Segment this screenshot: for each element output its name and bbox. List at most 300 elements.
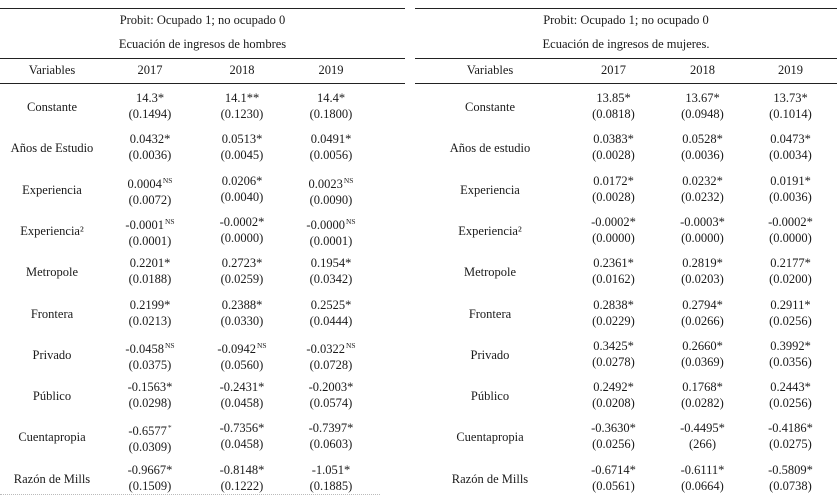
- coefficient-value: [655, 379, 750, 395]
- coefficient-number: 0.2723*: [221, 256, 263, 271]
- coefficient-number: 0.0432*: [129, 132, 171, 147]
- coefficient-number: -0.0002*: [591, 214, 636, 229]
- table-row: [415, 251, 837, 293]
- coefficient-value: [655, 173, 750, 189]
- coefficient-value: [105, 173, 195, 192]
- table-rule-subheader: [415, 83, 837, 84]
- coefficient-value: [196, 214, 288, 230]
- row-variable-label: Metropole: [25, 265, 79, 280]
- coefficient-cell: [744, 420, 837, 452]
- coefficient-number: -0.6577: [128, 424, 167, 439]
- coefficient-value: [655, 297, 750, 313]
- coefficient-cell: [655, 90, 750, 122]
- significance-mark: NS: [343, 175, 354, 185]
- coefficient-cell: [566, 255, 661, 287]
- coefficient-number: -0.2003*: [308, 380, 354, 395]
- table-caption-equation: Ecuación de ingresos de mujeres.: [542, 37, 710, 51]
- coefficient-value: [285, 297, 377, 313]
- coefficient-cell: [655, 379, 750, 411]
- coefficient-value: [744, 173, 837, 189]
- standard-error: (0.0036): [769, 189, 812, 204]
- coefficient-cell: [744, 90, 837, 122]
- standard-error: (0.0458): [220, 396, 264, 411]
- coefficient-number: -0.5809*: [768, 462, 813, 477]
- coefficient-value: [566, 297, 661, 313]
- coefficient-number: -1.051*: [311, 462, 351, 477]
- coefficient-value: [744, 255, 837, 271]
- coefficient-value: [566, 462, 661, 478]
- standard-error: (0.1509): [128, 478, 172, 493]
- table-caption-probit: Probit: Ocupado 1; no ocupado 0: [543, 13, 709, 27]
- standard-error: (0.0001): [128, 233, 172, 248]
- coefficient-cell: [105, 255, 195, 287]
- table-row: [415, 334, 837, 376]
- standard-error: (0.0229): [592, 313, 635, 328]
- standard-error: (0.0309): [128, 440, 172, 455]
- row-variable-label: Cuentapropia: [18, 430, 86, 445]
- standard-error: (0.0040): [220, 189, 264, 204]
- table-row: [415, 86, 837, 128]
- coefficient-cell: [566, 379, 661, 411]
- coefficient-cell: [196, 462, 288, 494]
- standard-error: (0.0561): [592, 478, 635, 493]
- table-row: [0, 210, 405, 252]
- coefficient-value: [196, 255, 288, 271]
- coefficient-number: 13.85*: [596, 91, 631, 105]
- coefficient-number: 0.2525*: [310, 297, 352, 312]
- coefficient-cell: [196, 379, 288, 411]
- coefficient-value: [105, 462, 195, 478]
- coefficient-number: 14.3*: [135, 91, 165, 105]
- coefficient-number: 0.2911*: [770, 297, 811, 312]
- women-income-table: [415, 0, 837, 502]
- coefficient-value: [744, 379, 837, 395]
- coefficient-value: [285, 131, 377, 147]
- standard-error: (0.0298): [128, 396, 172, 411]
- coefficient-cell: [744, 173, 837, 205]
- standard-error: (0.0356): [769, 354, 812, 369]
- significance-mark: NS: [164, 216, 175, 226]
- standard-error: (0.0256): [769, 396, 812, 411]
- standard-error: (0.1014): [769, 107, 812, 121]
- coefficient-value: [196, 462, 288, 478]
- standard-error: (0.0090): [309, 192, 353, 207]
- coefficient-number: 0.3425*: [593, 338, 634, 353]
- standard-error: (0.0369): [681, 354, 724, 369]
- coefficient-cell: [566, 131, 661, 163]
- coefficient-value: [285, 338, 377, 357]
- coefficient-cell: [744, 131, 837, 163]
- row-variable-label: Frontera: [468, 306, 512, 321]
- coefficient-cell: [655, 214, 750, 246]
- coefficient-value: [196, 90, 288, 106]
- coefficient-number: -0.1563*: [127, 380, 173, 395]
- coefficient-number: 0.2443*: [770, 380, 811, 395]
- standard-error: (0.0278): [592, 354, 635, 369]
- row-variable-label: Razón de Mills: [451, 471, 529, 486]
- coefficient-cell: [566, 420, 661, 452]
- coefficient-value: [655, 338, 750, 354]
- standard-error: (0.0208): [592, 396, 635, 411]
- coefficient-number: 0.0004: [127, 176, 162, 191]
- coefficient-value: [196, 297, 288, 313]
- header-2017: 2017: [601, 63, 626, 77]
- coefficient-number: 0.2361*: [593, 256, 634, 271]
- coefficient-number: 0.2199*: [129, 297, 171, 312]
- table-row: [0, 416, 405, 458]
- coefficient-cell: [655, 297, 750, 329]
- row-variable-label: Constante: [465, 100, 515, 114]
- coefficient-value: [566, 420, 661, 436]
- coefficient-cell: [105, 420, 195, 455]
- row-variable-label: Público: [470, 389, 510, 404]
- coefficient-number: -0.0001: [125, 217, 164, 232]
- table-rule-top: [0, 8, 405, 9]
- coefficient-value: [566, 214, 661, 230]
- standard-error: (0.0342): [309, 272, 353, 287]
- row-variable-label: Cuentapropia: [456, 430, 524, 445]
- coefficient-value: [105, 379, 195, 395]
- standard-error: (0.0036): [681, 148, 724, 163]
- coefficient-value: [285, 420, 377, 436]
- standard-error: (0.1222): [220, 478, 264, 493]
- coefficient-number: 0.0383*: [593, 132, 634, 147]
- coefficient-number: 13.67*: [685, 91, 720, 105]
- coefficient-number: 0.2660*: [682, 338, 723, 353]
- table-row: [415, 127, 837, 169]
- coefficient-value: [105, 297, 195, 313]
- coefficient-value: [566, 90, 661, 106]
- coefficient-number: -0.0002*: [768, 214, 813, 229]
- header-2018: 2018: [690, 63, 715, 77]
- table-row: [415, 458, 837, 500]
- coefficient-value: [655, 420, 750, 436]
- standard-error: (0.0000): [592, 230, 635, 245]
- coefficient-cell: [655, 338, 750, 370]
- coefficient-number: 0.0473*: [770, 132, 811, 147]
- coefficient-value: [744, 338, 837, 354]
- header-2019: 2019: [318, 63, 344, 77]
- table-rule-header: [0, 58, 405, 59]
- coefficient-value: [566, 379, 661, 395]
- standard-error: (266): [688, 437, 717, 452]
- standard-error: (0.1494): [128, 107, 172, 121]
- men-income-table: [0, 0, 405, 502]
- table-rule-header: [415, 58, 837, 59]
- coefficient-cell: [285, 173, 377, 208]
- coefficient-cell: [285, 420, 377, 452]
- standard-error: (0.0728): [309, 357, 353, 372]
- significance-mark: NS: [345, 216, 356, 226]
- coefficient-number: 0.0528*: [682, 132, 723, 147]
- coefficient-number: 0.0232*: [682, 173, 723, 188]
- coefficient-number: 0.2819*: [682, 256, 723, 271]
- coefficient-number: 13.73*: [773, 91, 808, 105]
- coefficient-cell: [105, 297, 195, 329]
- coefficient-value: [566, 131, 661, 147]
- table-row: [0, 251, 405, 293]
- coefficient-value: [285, 379, 377, 395]
- coefficient-number: 0.1768*: [682, 380, 723, 395]
- coefficient-number: 0.3992*: [770, 338, 811, 353]
- coefficient-cell: [196, 131, 288, 163]
- coefficient-cell: [285, 131, 377, 163]
- coefficient-value: [196, 379, 288, 395]
- standard-error: (0.0000): [220, 230, 264, 245]
- coefficient-cell: [105, 90, 195, 122]
- coefficient-cell: [655, 131, 750, 163]
- coefficient-number: 0.1954*: [310, 256, 352, 271]
- coefficient-number: -0.9667*: [127, 462, 173, 477]
- coefficient-cell: [566, 462, 661, 494]
- coefficient-number: -0.0322: [306, 341, 345, 356]
- coefficient-value: [744, 420, 837, 436]
- coefficient-cell: [655, 255, 750, 287]
- significance-mark: NS: [164, 340, 175, 350]
- coefficient-cell: [566, 338, 661, 370]
- row-variable-label: Constante: [27, 100, 77, 114]
- table-row: [415, 375, 837, 417]
- coefficient-cell: [285, 379, 377, 411]
- standard-error: (0.0444): [309, 313, 353, 328]
- row-variable-label: Privado: [470, 347, 510, 362]
- standard-error: (0.0330): [220, 313, 264, 328]
- coefficient-number: -0.7356*: [219, 421, 265, 436]
- coefficient-number: 14.4*: [316, 91, 346, 105]
- coefficient-value: [566, 338, 661, 354]
- coefficient-cell: [285, 462, 377, 494]
- standard-error: (0.0028): [592, 189, 635, 204]
- coefficient-cell: [196, 90, 288, 122]
- standard-error: (0.1800): [309, 107, 353, 121]
- standard-error: (0.1230): [220, 107, 264, 121]
- standard-error: (0.0256): [592, 437, 635, 452]
- row-variable-label: Años de estudio: [449, 141, 531, 156]
- coefficient-cell: [285, 214, 377, 249]
- row-variable-label: Experiencia: [460, 182, 520, 197]
- coefficient-number: 0.0023: [308, 176, 343, 191]
- table-row: [415, 210, 837, 252]
- coefficient-number: 0.2177*: [770, 256, 811, 271]
- row-variable-label: Público: [32, 389, 72, 404]
- standard-error: (0.0664): [681, 478, 724, 493]
- standard-error: (0.0266): [681, 313, 724, 328]
- coefficient-number: -0.0003*: [680, 214, 725, 229]
- coefficient-cell: [744, 214, 837, 246]
- standard-error: (0.0028): [592, 148, 635, 163]
- row-variable-label: Experiencia²: [20, 223, 84, 238]
- coefficient-value: [744, 214, 837, 230]
- table-row: [0, 334, 405, 376]
- coefficient-cell: [655, 462, 750, 494]
- standard-error: (0.0213): [128, 313, 172, 328]
- standard-error: (0.0574): [309, 396, 353, 411]
- coefficient-cell: [744, 379, 837, 411]
- standard-error: (0.0818): [592, 107, 635, 121]
- coefficient-number: -0.6111*: [680, 462, 725, 477]
- table-row: [0, 293, 405, 335]
- standard-error: (0.0000): [769, 230, 812, 245]
- standard-error: (0.0458): [220, 437, 264, 452]
- standard-error: (0.0203): [681, 272, 724, 287]
- coefficient-number: 0.2838*: [593, 297, 634, 312]
- coefficient-cell: [196, 297, 288, 329]
- significance-mark: *: [167, 423, 172, 433]
- coefficient-value: [655, 214, 750, 230]
- coefficient-value: [105, 420, 195, 439]
- coefficient-cell: [285, 90, 377, 122]
- coefficient-number: 0.0206*: [221, 173, 263, 188]
- coefficient-number: 0.0491*: [310, 132, 352, 147]
- coefficient-value: [105, 90, 195, 106]
- coefficient-value: [655, 90, 750, 106]
- coefficient-value: [196, 420, 288, 436]
- header-variables: Variables: [466, 63, 514, 77]
- coefficient-value: [285, 462, 377, 478]
- coefficient-cell: [105, 173, 195, 208]
- coefficient-cell: [744, 297, 837, 329]
- coefficient-cell: [655, 173, 750, 205]
- standard-error: (0.0162): [592, 272, 635, 287]
- coefficient-value: [196, 338, 288, 357]
- coefficient-cell: [566, 173, 661, 205]
- coefficient-number: -0.4186*: [768, 421, 813, 436]
- coefficient-number: 0.2492*: [593, 380, 634, 395]
- standard-error: (0.0375): [128, 357, 172, 372]
- coefficient-cell: [196, 255, 288, 287]
- standard-error: (0.0056): [309, 148, 353, 163]
- standard-error: (0.0034): [769, 148, 812, 163]
- footnote-rule: [0, 494, 380, 496]
- row-variable-label: Frontera: [30, 306, 74, 321]
- coefficient-value: [105, 338, 195, 357]
- coefficient-value: [105, 214, 195, 233]
- coefficient-value: [744, 131, 837, 147]
- standard-error: (0.0232): [681, 189, 724, 204]
- standard-error: (0.0000): [681, 230, 724, 245]
- coefficient-value: [744, 297, 837, 313]
- coefficient-number: -0.0458: [125, 341, 164, 356]
- coefficient-value: [566, 173, 661, 189]
- coefficient-number: -0.0002*: [219, 214, 265, 229]
- coefficient-cell: [105, 338, 195, 373]
- coefficient-value: [105, 255, 195, 271]
- coefficient-number: 0.2201*: [129, 256, 171, 271]
- row-variable-label: Años de Estudio: [10, 141, 94, 156]
- coefficient-cell: [744, 462, 837, 494]
- standard-error: (0.0275): [769, 437, 812, 452]
- coefficient-cell: [566, 90, 661, 122]
- table-caption-probit: Probit: Ocupado 1; no ocupado 0: [119, 13, 286, 27]
- table-caption-equation: Ecuación de ingresos de hombres: [118, 37, 287, 51]
- coefficient-number: 0.2388*: [221, 297, 263, 312]
- coefficient-cell: [744, 338, 837, 370]
- coefficient-cell: [105, 214, 195, 249]
- coefficient-cell: [566, 214, 661, 246]
- coefficient-number: -0.7397*: [308, 421, 354, 436]
- coefficient-value: [285, 255, 377, 271]
- standard-error: (0.0200): [769, 272, 812, 287]
- coefficient-cell: [196, 214, 288, 246]
- table-row: [0, 86, 405, 128]
- standard-error: (0.0256): [769, 313, 812, 328]
- coefficient-number: 0.0172*: [593, 173, 634, 188]
- coefficient-number: -0.3630*: [591, 421, 636, 436]
- coefficient-cell: [285, 297, 377, 329]
- row-variable-label: Experiencia: [22, 182, 82, 197]
- coefficient-number: 0.0513*: [221, 132, 263, 147]
- header-2018: 2018: [229, 63, 255, 77]
- coefficient-value: [285, 214, 377, 233]
- coefficient-number: -0.0000: [306, 217, 345, 232]
- standard-error: (0.1885): [309, 478, 353, 493]
- standard-error: (0.0282): [681, 396, 724, 411]
- header-variables: Variables: [28, 63, 76, 77]
- coefficient-cell: [285, 255, 377, 287]
- row-variable-label: Experiencia²: [458, 223, 522, 238]
- coefficient-value: [655, 255, 750, 271]
- coefficient-number: 14.1**: [224, 91, 260, 105]
- coefficient-cell: [105, 462, 195, 494]
- table-row: [415, 416, 837, 458]
- table-rule-top: [415, 8, 837, 9]
- coefficient-value: [655, 131, 750, 147]
- header-2019: 2019: [778, 63, 803, 77]
- standard-error: (0.0036): [128, 148, 172, 163]
- coefficient-cell: [196, 338, 288, 373]
- table-rule-subheader: [0, 83, 405, 84]
- coefficient-cell: [744, 255, 837, 287]
- coefficient-cell: [196, 420, 288, 452]
- coefficient-cell: [655, 420, 750, 452]
- standard-error: (0.0738): [769, 478, 812, 493]
- table-row: [415, 293, 837, 335]
- table-row: [415, 169, 837, 211]
- standard-error: (0.0072): [128, 192, 172, 207]
- coefficient-number: -0.6714*: [591, 462, 636, 477]
- standard-error: (0.0001): [309, 233, 353, 248]
- significance-mark: NS: [345, 340, 356, 350]
- significance-mark: NS: [256, 340, 267, 350]
- coefficient-number: 0.2794*: [682, 297, 723, 312]
- coefficient-number: 0.0191*: [770, 173, 811, 188]
- coefficient-cell: [566, 297, 661, 329]
- coefficient-number: -0.4495*: [680, 421, 725, 436]
- coefficient-value: [744, 462, 837, 478]
- coefficient-value: [655, 462, 750, 478]
- table-row: [0, 169, 405, 211]
- standard-error: (0.0948): [681, 107, 724, 121]
- coefficient-value: [196, 173, 288, 189]
- coefficient-value: [196, 131, 288, 147]
- coefficient-value: [285, 173, 377, 192]
- coefficient-cell: [105, 131, 195, 163]
- coefficient-number: -0.2431*: [219, 380, 265, 395]
- standard-error: (0.0560): [220, 357, 264, 372]
- coefficient-cell: [196, 173, 288, 205]
- significance-mark: NS: [162, 175, 173, 185]
- header-2017: 2017: [137, 63, 163, 77]
- table-row: [0, 375, 405, 417]
- standard-error: (0.0188): [128, 272, 172, 287]
- coefficient-value: [285, 90, 377, 106]
- row-variable-label: Privado: [32, 347, 72, 362]
- row-variable-label: Metropole: [463, 265, 517, 280]
- standard-error: (0.0259): [220, 272, 264, 287]
- coefficient-value: [744, 90, 837, 106]
- coefficient-number: -0.8148*: [219, 462, 265, 477]
- coefficient-cell: [285, 338, 377, 373]
